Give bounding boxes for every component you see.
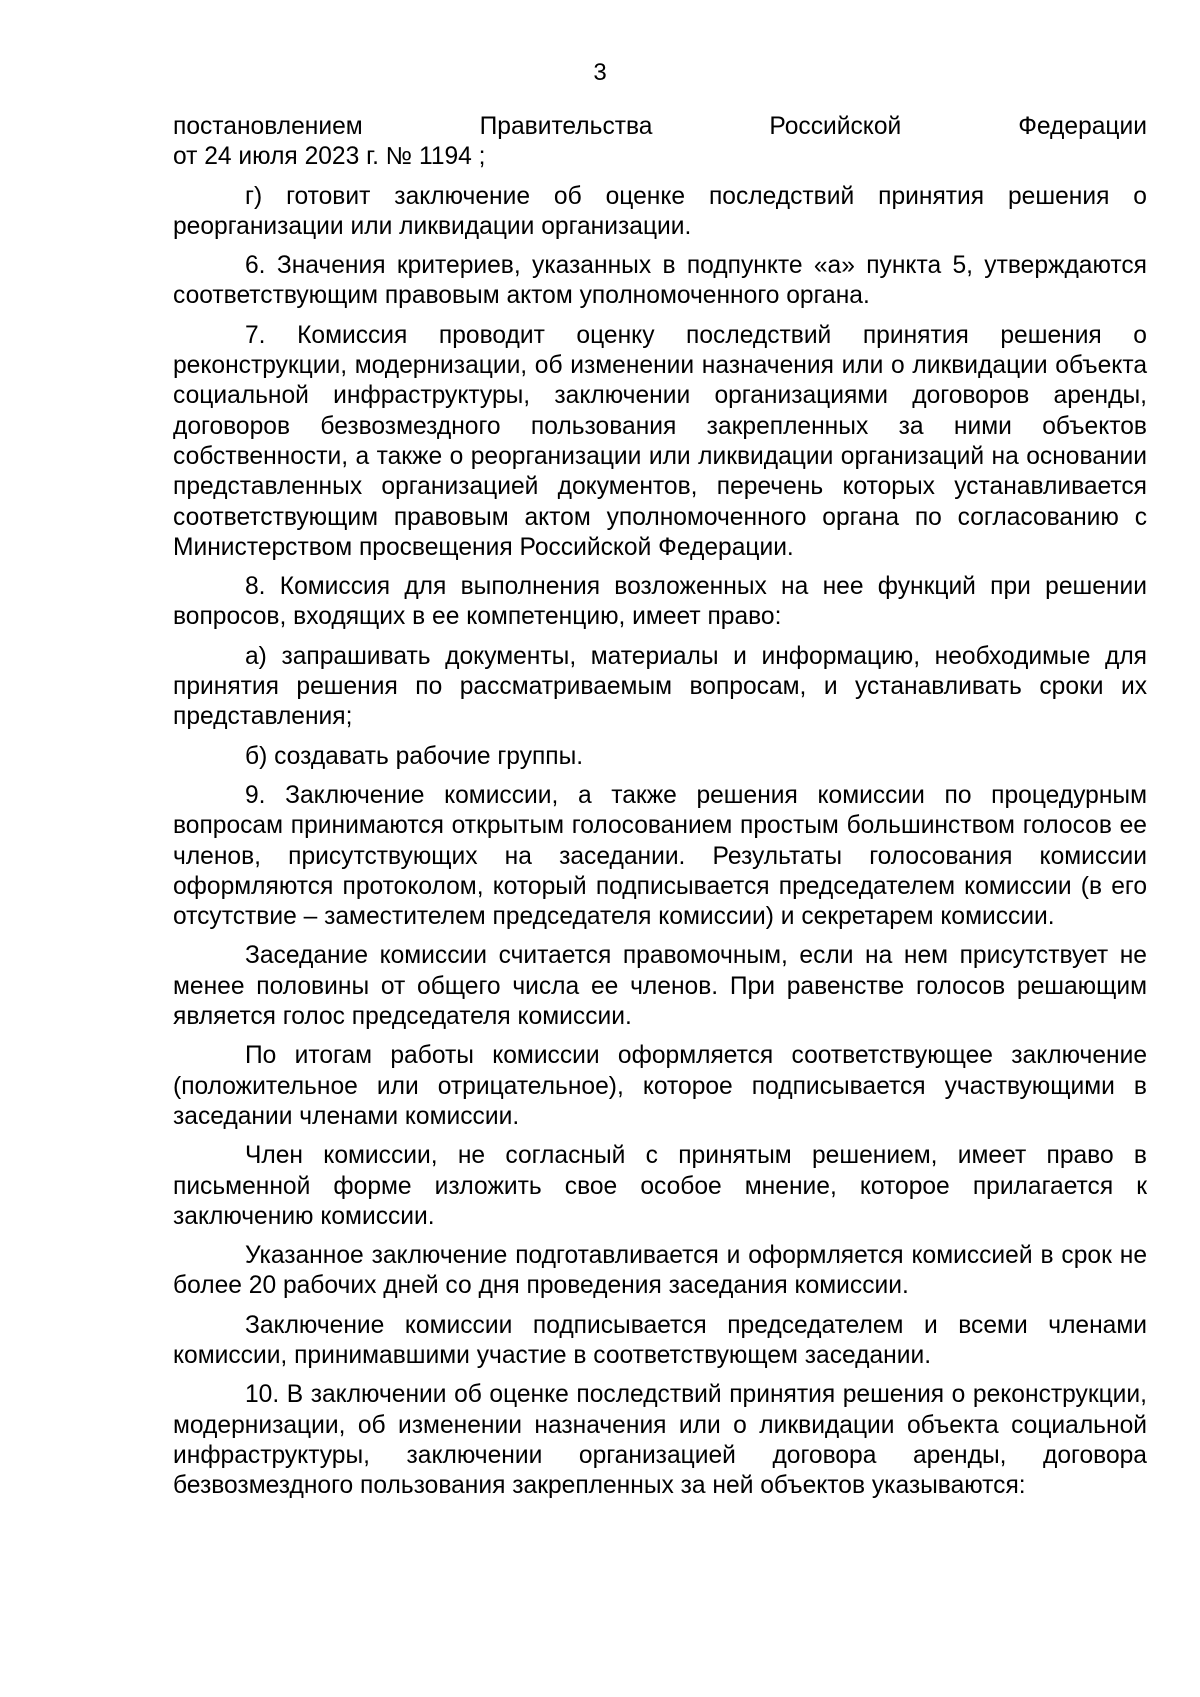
paragraph-results: По итогам работы комиссии оформляется соответствующее заключение (положительное или отрицательное), которое подписывается участвующими в заседании членами комиссии. (173, 1042, 1147, 1130)
paragraph-clause-8: 8. Комиссия для выполнения возложенных на нее функций при решении вопросов, входящих в ее компетенцию, имеет право: (173, 573, 1147, 631)
document-body (173, 112, 1147, 1510)
paragraph-dissent: Член комиссии, не согласный с принятым решением, имеет право в письменной форме изложить свое особое мнение, которое прилагается к заключению комиссии. (173, 1142, 1147, 1230)
paragraph-intro (173, 112, 1147, 173)
paragraph-deadline: Указанное заключение подготавливается и оформляется комиссией в срок не более 20 рабочих дней со дня проведения заседания комиссии. (173, 1242, 1147, 1300)
paragraph-line: постановлением Правительства Российской Федерации (173, 113, 1147, 140)
paragraph-clause-6: 6. Значения критериев, указанных в подпункте «а» пункта 5, утверждаются соответствующим правовым актом уполномоченного органа. (173, 252, 1147, 310)
paragraph-signature: Заключение комиссии подписывается председателем и всеми членами комиссии, принимавшими участие в соответствующем заседании. (173, 1311, 1147, 1369)
paragraph-item-a: а) запрашивать документы, материалы и информацию, необходимые для принятия решения по рассматриваемым вопросам, и устанавливать сроки их представления; (173, 642, 1147, 731)
page-number: 3 (593, 59, 607, 86)
paragraph-clause-7: 7. Комиссия проводит оценку последствий принятия решения о реконструкции, модернизации, об изменении назначения или о ликвидации объекта социальной инфраструктуры, заключении организациями договоров аренды, договоров безвозмездного пользования закрепленных за ними объектов собственности, а также о реорганизации или ликвидации организаций на основании представленных организацией документов, перечень которых устанавливается соответствующим правовым актом уполномоченного органа по согласованию с Министерством просвещения Российской Федерации. (173, 321, 1147, 561)
paragraph-quorum: Заседание комиссии считается правомочным, если на нем присутствует не менее половины от общего числа ее членов. При равенстве голосов решающим является голос председателя комиссии. (173, 942, 1147, 1031)
paragraph-clause-10: 10. В заключении об оценке последствий принятия решения о реконструкции, модернизации, об изменении назначения или о ликвидации объекта социальной инфраструктуры, заключении организацией договора аренды, договора безвозмездного пользования закрепленных за ней объектов указываются: (173, 1381, 1147, 1500)
paragraph-line: от 24 июля 2023 г. № 1194 ; (173, 143, 486, 171)
paragraph-clause-9: 9. Заключение комиссии, а также решения комиссии по процедурным вопросам принимаются открытым голосованием простым большинством голосов ее членов, присутствующих на заседании. Результаты голосования комиссии оформляются протоколом, который подписывается председателем комиссии (в его отсутствие – заместителем председателя комиссии) и секретарем комиссии. (173, 781, 1147, 931)
paragraph-item-g: г) готовит заключение об оценке последствий принятия решения о реорганизации или ликвидации организации. (173, 182, 1147, 240)
paragraph-item-b: б) создавать рабочие группы. (245, 742, 584, 770)
